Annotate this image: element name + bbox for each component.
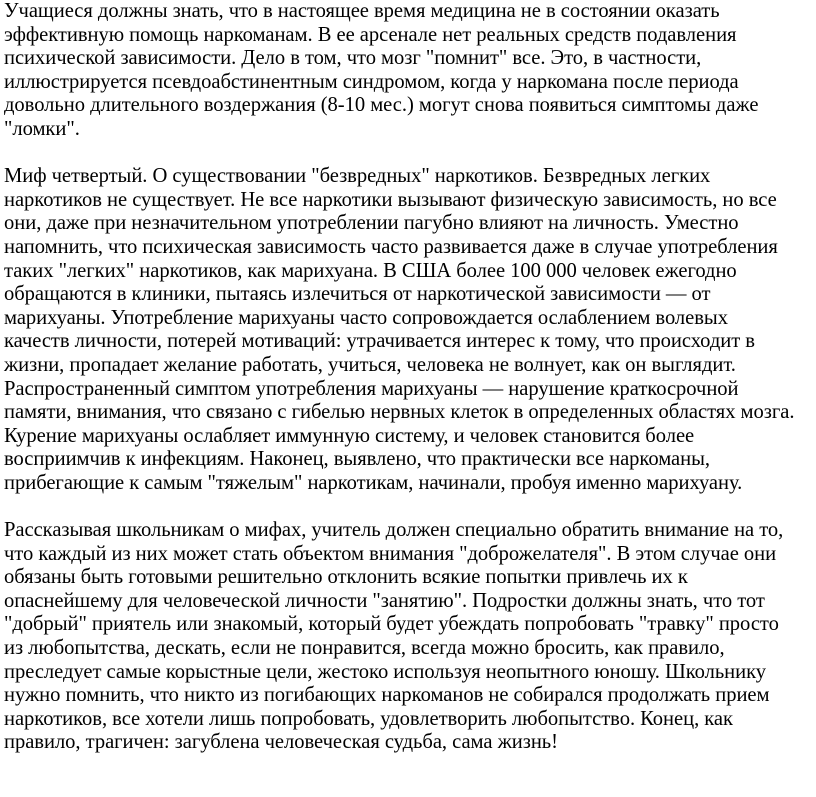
text-line: нужно помнить, что никто из погибающих наркоманов не собирался продолжать прием <box>4 684 770 707</box>
text-line: жизни, пропадает желание работать, учиться, человека не волнует, как он выглядит. <box>4 353 736 376</box>
text-line: качеств личности, потерей мотиваций: утрачивается интерес к тому, что происходит в <box>4 330 755 353</box>
text-line: "ломки". <box>4 117 80 140</box>
text-line: Миф четвертый. О существовании "безвредных" наркотиков. Безвредных легких <box>4 165 711 188</box>
text-line: восприимчив к инфекциям. Наконец, выявлено, что практически все наркоманы, <box>4 448 710 471</box>
text-line: наркотиков не существует. Не все наркотики вызывают физическую зависимость, но все <box>4 188 777 211</box>
paragraph-gap <box>4 142 814 166</box>
text-line: опаснейшему для человеческой личности "занятию". Подростки должны знать, что тот <box>4 589 765 612</box>
text-line: таких "легких" наркотиков, как марихуана. В США более 100 000 человек ежегодно <box>4 259 737 282</box>
text-line: прибегающие к самым "тяжелым" наркотикам, начинали, пробуя именно марихуану. <box>4 471 743 494</box>
paragraph-gap <box>4 495 814 519</box>
text-line: Курение марихуаны ослабляет иммунную систему, и человек становится более <box>4 424 695 447</box>
text-line: Учащиеся должны знать, что в настоящее время медицина не в состоянии оказать <box>4 0 720 22</box>
document-body <box>4 0 814 755</box>
text-line: психической зависимости. Дело в том, что мозг "помнит" все. Это, в частности, <box>4 47 702 70</box>
text-line: напомнить, что психическая зависимость часто развивается даже в случае употребления <box>4 235 778 258</box>
text-line: обращаются в клиники, пытаясь излечиться от наркотической зависимости — от <box>4 283 711 306</box>
text-line: марихуаны. Употребление марихуаны часто сопровождается ослаблением волевых <box>4 306 728 329</box>
text-line: правило, трагичен: загублена человеческая судьба, сама жизнь! <box>4 731 558 754</box>
paragraph-2 <box>4 165 814 495</box>
text-line: они, даже при незначительном употреблении пагубно влияют на личность. Уместно <box>4 212 739 235</box>
text-line: обязаны быть готовыми решительно отклонить всякие попытки привлечь их к <box>4 566 688 589</box>
text-line: что каждый из них может стать объектом внимания "доброжелателя". В этом случае они <box>4 542 777 565</box>
text-line: из любопытства, дескать, если не понравится, всегда можно бросить, как правило, <box>4 637 725 660</box>
text-line: эффективную помощь наркоманам. В ее арсенале нет реальных средств подавления <box>4 23 737 46</box>
text-line: наркотиков, все хотели лишь попробовать, удовлетворить любопытство. Конец, как <box>4 707 733 730</box>
text-line: "добрый" приятель или знакомый, который будет убеждать попробовать "травку" просто <box>4 613 779 636</box>
paragraph-1 <box>4 0 814 142</box>
text-line: памяти, внимания, что связано с гибелью нервных клеток в определенных областях мозга. <box>4 401 795 424</box>
text-line: иллюстрируется псевдоабстинентным синдромом, когда у наркомана после периода <box>4 70 739 93</box>
paragraph-3 <box>4 519 814 755</box>
text-line: Распространенный симптом употребления марихуаны — нарушение краткосрочной <box>4 377 739 400</box>
text-line: довольно длительного воздержания (8-10 мес.) могут снова появиться симптомы даже <box>4 94 759 117</box>
text-line: Рассказывая школьникам о мифах, учитель должен специально обратить внимание на то, <box>4 519 784 542</box>
text-line: преследует самые корыстные цели, жестоко используя неопытного юношу. Школьнику <box>4 660 767 683</box>
